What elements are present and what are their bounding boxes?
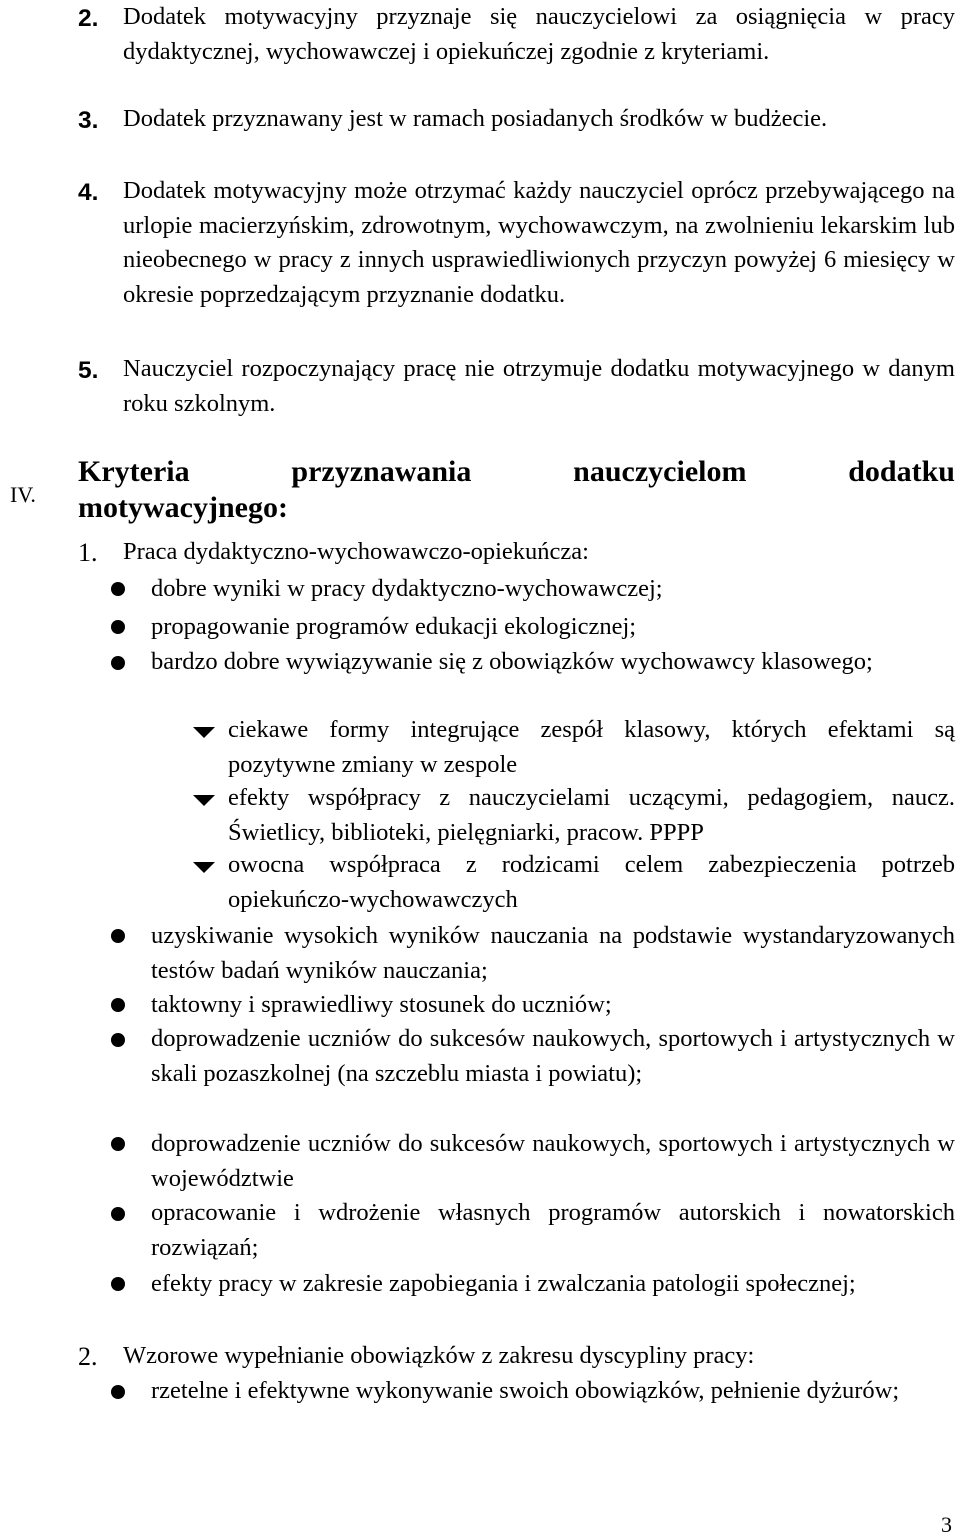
bullet-text: rzetelne i efektywne wykonywanie swoich obowiązków, pełnienie dyżurów; (151, 1377, 900, 1404)
bullet-text: dobre wyniki w pracy dydaktyczno-wychowawczej; (151, 575, 663, 602)
criterion-title: Wzorowe wypełnianie obowiązków z zakresu dyscypliny pracy: (123, 1342, 755, 1369)
criterion-number: 2. (78, 1342, 98, 1371)
item-number: 5. (78, 357, 99, 384)
criterion-number: 1. (78, 538, 98, 567)
bullet-text: taktowny i sprawiedliwy stosunek do uczniów; (151, 991, 612, 1018)
item-text: Dodatek motywacyjny może otrzymać każdy nauczyciel oprócz przebywającego na urlopie macierzyńskim, zdrowotnym, wychowawczym, na zwolnieniu lekarskim lub nieobecnego w pracy z innych usprawiedliwionych przyczyn powyżej 6 miesięcy w okresie poprzedzającym przyznanie dodatku. (123, 177, 955, 308)
subitem-text: ciekawe formy integrujące zespół klasowy, których efektami są pozytywne zmiany w zespole (228, 716, 955, 778)
item-text: Nauczyciel rozpoczynający pracę nie otrzymuje dodatku motywacyjnego w danym roku szkolnym. (123, 355, 955, 417)
bullet-icon (111, 1207, 125, 1221)
bullet-text: doprowadzenie uczniów do sukcesów naukowych, sportowych i artystycznych w skali pozaszkolnej (na szczeblu miasta i powiatu); (151, 1025, 955, 1087)
bullet-text: efekty pracy w zakresie zapobiegania i zwalczania patologii społecznej; (151, 1270, 856, 1297)
bullet-text: propagowanie programów edukacji ekologicznej; (151, 613, 637, 640)
bullet-text: doprowadzenie uczniów do sukcesów naukowych, sportowych i artystycznych w województwie (151, 1130, 955, 1192)
item-number: 4. (78, 179, 99, 206)
item-number: 3. (78, 107, 99, 134)
heading-word: dodatku (848, 455, 955, 488)
bullet-icon (111, 620, 125, 634)
triangle-bullet-icon (193, 795, 215, 806)
bullet-icon (111, 1033, 125, 1047)
bullet-text: bardzo dobre wywiązywanie się z obowiązków wychowawcy klasowego; (151, 648, 873, 675)
triangle-bullet-icon (193, 862, 215, 873)
subitem-text: owocna współpraca z rodzicami celem zabezpieczenia potrzeb opiekuńczo-wychowawczych (228, 851, 955, 913)
bullet-icon (111, 656, 125, 670)
bullet-icon (111, 1385, 125, 1399)
page-number: 3 (941, 1512, 952, 1537)
item-number: 2. (78, 5, 99, 32)
bullet-icon (111, 582, 125, 596)
section-heading (78, 454, 955, 526)
heading-word: Kryteria (78, 455, 190, 488)
bullet-text: uzyskiwanie wysokich wyników nauczania na podstawie wystandaryzowanych testów badań wyników nauczania; (151, 922, 955, 984)
bullet-icon (111, 1137, 125, 1151)
triangle-bullet-icon (193, 727, 215, 738)
heading-word: nauczycielom (573, 455, 747, 488)
subitem-text: efekty współpracy z nauczycielami uczącymi, pedagogiem, naucz. Świetlicy, biblioteki, pielęgniarki, pracow. PPPP (228, 784, 955, 846)
item-text: Dodatek przyznawany jest w ramach posiadanych środków w budżecie. (123, 105, 828, 132)
section-roman-numeral: IV. (10, 482, 36, 507)
bullet-icon (111, 998, 125, 1012)
bullet-icon (111, 1277, 125, 1291)
criterion-title: Praca dydaktyczno-wychowawczo-opiekuńcza: (123, 538, 589, 565)
heading-word: przyznawania (291, 455, 472, 488)
heading-line-2: motywacyjnego: (78, 491, 288, 524)
item-text: Dodatek motywacyjny przyznaje się nauczycielowi za osiągnięcia w pracy dydaktycznej, wychowawczej i opiekuńczej zgodnie z kryteriami. (123, 3, 955, 65)
bullet-icon (111, 929, 125, 943)
bullet-text: opracowanie i wdrożenie własnych programów autorskich i nowatorskich rozwiązań; (151, 1199, 955, 1261)
